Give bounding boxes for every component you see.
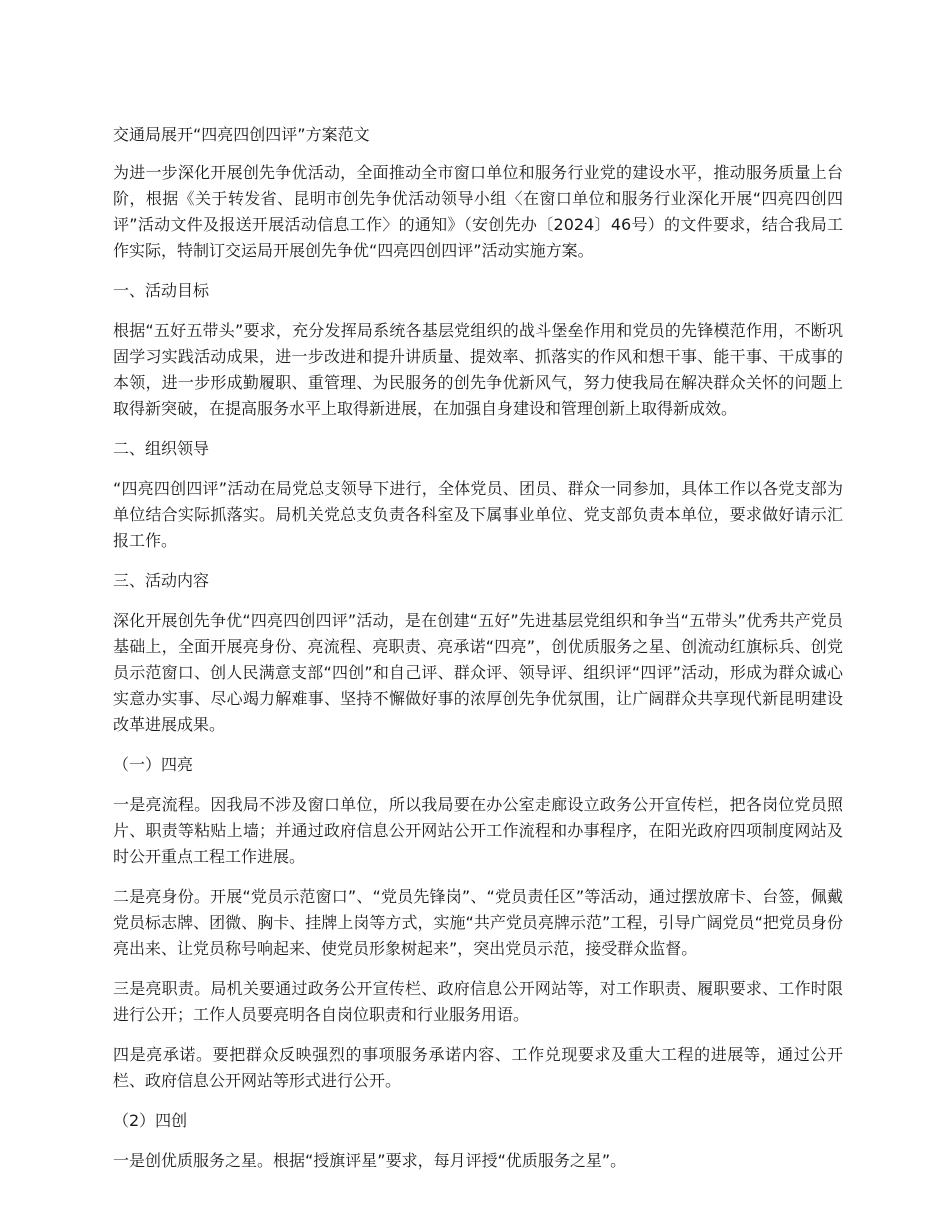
document-page [113, 122, 843, 1188]
intro-paragraph: 为进一步深化开展创先争优活动，全面推动全市窗口单位和服务行业党的建设水平，推动服务质量上台阶，根据《关于转发省、昆明市创先争优活动领导小组〈在窗口单位和服务行业深化开展“四亮四创四评”活动文件及报送开展活动信息工作〉的通知》（安创先办〔2024〕46号）的文件要求，结合我局工作实际，特制订交运局开展创先争优“四亮四创四评”活动实施方案。 [113, 163, 843, 260]
section-heading-content: 三、活动内容 [113, 571, 210, 590]
show-identity-paragraph: 二是亮身份。开展“党员示范窗口”、“党员先锋岗”、“党员责任区”等活动，通过摆放席卡、台签，佩戴党员标志牌、团微、胸卡、挂牌上岗等方式，实施“共产党员亮牌示范”工程，引导广阔党员“把党员身份亮出来、让党员称号响起来、使党员形象树起来”，突出党员示范，接受群众监督。 [113, 887, 843, 958]
create-service-star-paragraph: 一是创优质服务之星。根据“授旗评星”要求，每月评授“优质服务之星”。 [113, 1151, 627, 1170]
show-process-paragraph: 一是亮流程。因我局不涉及窗口单位，所以我局要在办公室走廊设立政务公开宣传栏，把各岗位党员照片、职责等粘贴上墙；并通过政府信息公开网站公开工作流程和办事程序，在阳光政府四项制度网站及时公开重点工程工作进展。 [113, 795, 843, 866]
leadership-paragraph: “四亮四创四评”活动在局党总支领导下进行，全体党员、团员、群众一同参加，具体工作以各党支部为单位结合实际抓落实。局机关党总支负责各科室及下属事业单位、党支部负责本单位，要求做好请示汇报工作。 [113, 479, 843, 550]
subsection-heading-four-creates: （2）四创 [113, 1111, 188, 1130]
content-paragraph: 深化开展创先争优“四亮四创四评”活动，是在创建“五好”先进基层党组织和争当“五带头”优秀共产党员基础上，全面开展亮身份、亮流程、亮职责、亮承诺“四亮”，创优质服务之星、创流动红旗标兵、创党员示范窗口、创人民满意支部“四创”和自己评、群众评、领导评、组织评“四评”活动，形成为群众诚心实意办实事、尽心竭力解难事、坚持不懈做好事的浓厚创先争优氛围，让广阔群众共享现代新昆明建设改革进展成果。 [113, 611, 843, 734]
section-heading-goals: 一、活动目标 [113, 281, 210, 300]
section-heading-leadership: 二、组织领导 [113, 439, 210, 458]
show-commitment-paragraph: 四是亮承诺。要把群众反映强烈的事项服务承诺内容、工作兑现要求及重大工程的进展等，通过公开栏、政府信息公开网站等形式进行公开。 [113, 1045, 843, 1090]
show-duties-paragraph: 三是亮职责。局机关要通过政务公开宣传栏、政府信息公开网站等，对工作职责、履职要求、工作时限进行公开；工作人员要亮明各自岗位职责和行业服务用语。 [113, 979, 843, 1024]
document-title: 交通局展开“四亮四创四评”方案范文 [113, 125, 370, 144]
goals-paragraph: 根据“五好五带头”要求，充分发挥局系统各基层党组织的战斗堡垒作用和党员的先锋模范作用，不断巩固学习实践活动成果，进一步改进和提升讲质量、提效率、抓落实的作风和想干事、能干事、干成事的本领，进一步形成勤履职、重管理、为民服务的创先争优新风气，努力使我局在解决群众关怀的问题上取得新突破，在提高服务水平上取得新进展，在加强自身建设和管理创新上取得新成效。 [113, 321, 843, 418]
subsection-heading-four-shows: （一）四亮 [113, 755, 194, 774]
